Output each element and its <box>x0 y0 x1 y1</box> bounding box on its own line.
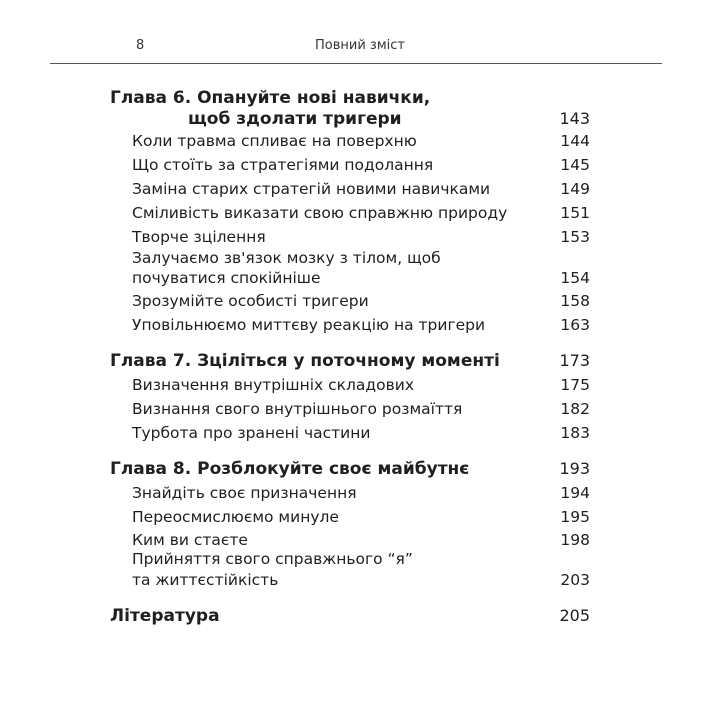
chapter-title-line: Глава 6. Опануйте нові навички, <box>110 88 431 108</box>
section-page-number: 149 <box>560 180 590 198</box>
section-page-number: 175 <box>560 376 590 394</box>
section-page-number: 153 <box>560 228 590 246</box>
section-title-line: Прийняття свого справжнього “я” <box>132 550 413 568</box>
chapter-title-line: щоб здолати тригери <box>188 109 402 129</box>
section-title: Знайдіть своє призначення <box>132 484 357 502</box>
section-title: Визначення внутрішніх складових <box>132 376 415 394</box>
section-title-line: та життєстійкість <box>132 571 279 589</box>
section-page-number: 163 <box>560 316 590 334</box>
section-page-number: 195 <box>560 508 590 526</box>
section-page-number: 144 <box>560 132 590 150</box>
literature-page-number: 205 <box>559 606 590 625</box>
section-page-number: 203 <box>560 571 590 589</box>
chapter-page-number: 143 <box>559 109 590 128</box>
section-title: Ким ви стаєте <box>132 531 248 549</box>
section-page-number: 182 <box>560 400 590 418</box>
section-title: Коли травма спливає на поверхню <box>132 132 417 150</box>
literature-title: Література <box>110 606 220 626</box>
running-title: Повний зміст <box>315 38 405 53</box>
section-title-line: почуватися спокійніше <box>132 269 321 287</box>
chapter-page-number: 193 <box>559 459 590 478</box>
section-title: Зрозумійте особисті тригери <box>132 292 369 310</box>
section-page-number: 194 <box>560 484 590 502</box>
section-title: Заміна старих стратегій новими навичками <box>132 180 491 198</box>
section-page-number: 151 <box>560 204 590 222</box>
section-title: Що стоїть за стратегіями подолання <box>132 156 434 174</box>
section-title: Уповільнюємо миттєву реакцію на тригери <box>132 316 486 334</box>
section-page-number: 145 <box>560 156 590 174</box>
section-title: Турбота про зранені частини <box>132 424 371 442</box>
section-page-number: 154 <box>560 269 590 287</box>
section-title: Сміливість виказати свою справжню природу <box>132 204 508 222</box>
section-title-line: Залучаємо зв'язок мозку з тілом, щоб <box>132 249 441 267</box>
section-page-number: 158 <box>560 292 590 310</box>
section-page-number: 198 <box>560 531 590 549</box>
chapter-page-number: 173 <box>559 351 590 370</box>
chapter-title: Глава 8. Розблокуйте своє майбутнє <box>110 459 470 479</box>
chapter-title: Глава 7. Зціліться у поточному моменті <box>110 351 500 371</box>
section-title: Творче зцілення <box>132 228 266 246</box>
section-title: Визнання свого внутрішнього розмаїття <box>132 400 463 418</box>
page-number: 8 <box>136 38 145 53</box>
section-title: Переосмислюємо минуле <box>132 508 339 526</box>
section-page-number: 183 <box>560 424 590 442</box>
